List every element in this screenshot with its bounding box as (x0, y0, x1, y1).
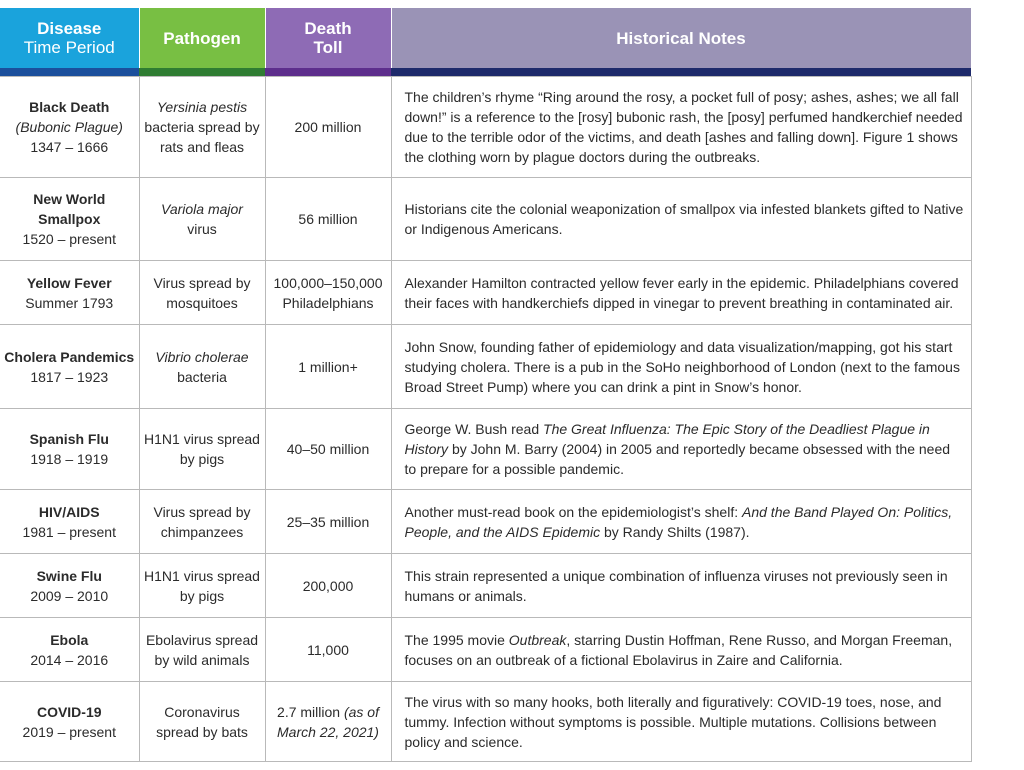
accent-bar-purple (265, 68, 391, 77)
notes-cell (391, 77, 971, 178)
notes-text: Historians cite the colonial weaponization of smallpox via infested blankets gifted to Native or Indigenous Americans. (404, 201, 964, 237)
header-disease-line1: Disease (37, 19, 102, 38)
pathogen-cell (139, 261, 265, 325)
disease-name: HIV/AIDS (38, 503, 100, 520)
disease-subname: (Bubonic Plague) (15, 119, 123, 135)
notes-cell (391, 325, 971, 409)
pathogen-scientific-name: Yersinia pestis (156, 99, 248, 115)
notes-text-before: Another must-read book on the epidemiologist’s shelf: (404, 503, 742, 520)
disease-cell (0, 325, 139, 409)
pathogen-cell (139, 409, 265, 490)
disease-name: Cholera Pandemics (4, 348, 135, 365)
accent-bar-blue (0, 68, 139, 77)
death-toll-cell (265, 409, 391, 490)
pathogen-description: Ebolavirus spread by wild animals (145, 631, 259, 668)
disease-name: Yellow Fever (26, 274, 112, 291)
disease-period: 1918 – 1919 (30, 451, 109, 467)
pathogen-description: Coronavirus spread by bats (156, 703, 248, 740)
death-toll-cell (265, 261, 391, 325)
disease-period: 1347 – 1666 (30, 139, 109, 155)
death-toll-cell (265, 178, 391, 261)
pandemics-table (0, 8, 972, 762)
disease-name: Spanish Flu (29, 431, 109, 447)
notes-cell (391, 178, 971, 261)
table-row (0, 77, 971, 178)
pathogen-cell (139, 554, 265, 618)
death-toll-value: 100,000–150,000 Philadelphians (273, 274, 383, 311)
notes-text-before: George W. Bush read (404, 421, 544, 437)
notes-book-title: The Great Influenza: The Epic Story of the Deadliest Plague in History (404, 421, 930, 457)
pathogen-description: H1N1 virus spread by pigs (144, 567, 260, 604)
death-toll-cell (265, 618, 391, 682)
notes-text: This strain represented a unique combination of influenza viruses not previously seen in humans or animals. (404, 567, 948, 604)
pathogen-cell (139, 178, 265, 261)
death-toll-value: 56 million (298, 211, 358, 227)
disease-period: 1520 – present (22, 231, 116, 247)
death-toll-value: 11,000 (307, 641, 349, 658)
table-row (0, 554, 971, 618)
notes-text: The virus with so many hooks, both literally and figuratively: COVID-19 toes, nose, and tummy. Infection without symptoms is possible. Multiple mutations. Collisions between policy and science. (404, 693, 942, 750)
pathogen-cell (139, 325, 265, 409)
pathogen-cell (139, 490, 265, 554)
notes-cell (391, 618, 971, 682)
disease-period: Summer 1793 (25, 294, 114, 311)
header-notes: Historical Notes (391, 8, 971, 68)
death-toll-value: 40–50 million (286, 441, 370, 457)
pathogen-description: Virus spread by mosquitoes (153, 274, 251, 311)
death-toll-value: 200,000 (302, 577, 354, 594)
header-death-toll (265, 8, 391, 68)
table-row (0, 409, 971, 490)
pathogen-description: Virus spread by chimpanzees (153, 503, 251, 540)
header-accent-bar (0, 68, 971, 77)
pathogen-cell (139, 77, 265, 178)
notes-text-after: , starring Dustin Hoffman, Rene Russo, and Morgan Freeman, focuses on an outbreak of a fictional Ebolavirus in Zaire and California. (404, 631, 953, 668)
notes-cell (391, 554, 971, 618)
disease-name: Black Death (29, 99, 110, 115)
accent-bar-navy (391, 68, 971, 77)
disease-period: 2009 – 2010 (30, 587, 109, 604)
death-toll-note: (as of March 22, 2021) (277, 703, 379, 740)
pathogen-cell (139, 682, 265, 762)
death-toll-cell (265, 325, 391, 409)
pathogen-description: bacteria (177, 368, 227, 385)
disease-period: 2019 – present (22, 723, 116, 740)
disease-cell (0, 178, 139, 261)
header-disease (0, 8, 139, 68)
disease-cell (0, 682, 139, 762)
disease-name: Ebola (50, 631, 89, 648)
disease-cell (0, 409, 139, 490)
death-toll-cell (265, 554, 391, 618)
disease-name: COVID-19 (36, 703, 102, 720)
notes-cell (391, 490, 971, 554)
disease-cell (0, 490, 139, 554)
pathogen-description: bacteria spread by rats and fleas (144, 119, 260, 155)
disease-period: 2014 – 2016 (30, 651, 109, 668)
pathogen-scientific-name: Variola major (161, 201, 243, 217)
header-death-line2: Toll (313, 38, 343, 57)
notes-cell (391, 682, 971, 762)
notes-cell (391, 261, 971, 325)
notes-text: The children’s rhyme “Ring around the rosy, a pocket full of posy; ashes, ashes; we all fall down!” is a reference to the [rosy] bubonic rash, the [posy] perfumed handkerchief needed due to the terrible odor of the victims, and death [ashes and falling down]. Figure 1 shows the clothing worn by plague doctors during the outbreaks. (404, 89, 963, 165)
death-toll-cell (265, 77, 391, 178)
pathogen-description: H1N1 virus spread by pigs (144, 431, 260, 467)
pathogen-cell (139, 618, 265, 682)
header-pathogen: Pathogen (139, 8, 265, 68)
notes-text: Alexander Hamilton contracted yellow fever early in the epidemic. Philadelphians covered their faces with handkerchiefs dipped in vinegar to prevent breathing in contaminated air. (404, 274, 959, 311)
disease-cell (0, 554, 139, 618)
disease-name: New World Smallpox (33, 191, 106, 227)
disease-period: 1981 – present (22, 523, 116, 540)
table-row (0, 325, 971, 409)
table-row (0, 261, 971, 325)
notes-text: John Snow, founding father of epidemiology and data visualization/mapping, got his start studying cholera. There is a pub in the SoHo neighborhood of London (next to the famous Broad Street Pump) where you can drink a pint in Snow’s honor. (404, 338, 960, 395)
header-death-line1: Death (304, 19, 352, 38)
notes-text-after: by Randy Shilts (1987). (600, 523, 750, 540)
pathogen-description: virus (187, 221, 217, 237)
disease-name: Swine Flu (36, 567, 102, 584)
table-row (0, 490, 971, 554)
table-row (0, 682, 971, 762)
notes-text-before: The 1995 movie (404, 631, 509, 648)
notes-movie-title: Outbreak (508, 631, 567, 648)
accent-bar-green (139, 68, 265, 77)
death-toll-cell (265, 682, 391, 762)
death-toll-value: 2.7 million (277, 703, 341, 720)
disease-period: 1817 – 1923 (30, 368, 109, 385)
death-toll-value: 25–35 million (286, 513, 370, 530)
header-disease-line2: Time Period (23, 38, 115, 57)
table-row (0, 178, 971, 261)
death-toll-cell (265, 490, 391, 554)
disease-cell (0, 618, 139, 682)
pathogen-scientific-name: Vibrio cholerae (155, 348, 249, 365)
death-toll-value: 1 million+ (298, 358, 358, 375)
disease-cell (0, 261, 139, 325)
disease-cell (0, 77, 139, 178)
notes-text-after: by John M. Barry (2004) in 2005 and reportedly became obsessed with the need to prepare for a possible pandemic. (404, 441, 951, 477)
notes-book-title: And the Band Played On: Politics, People, and the AIDS Epidemic (404, 503, 953, 540)
death-toll-value: 200 million (294, 119, 362, 135)
notes-cell (391, 409, 971, 490)
table-row (0, 618, 971, 682)
header-row (0, 8, 971, 68)
